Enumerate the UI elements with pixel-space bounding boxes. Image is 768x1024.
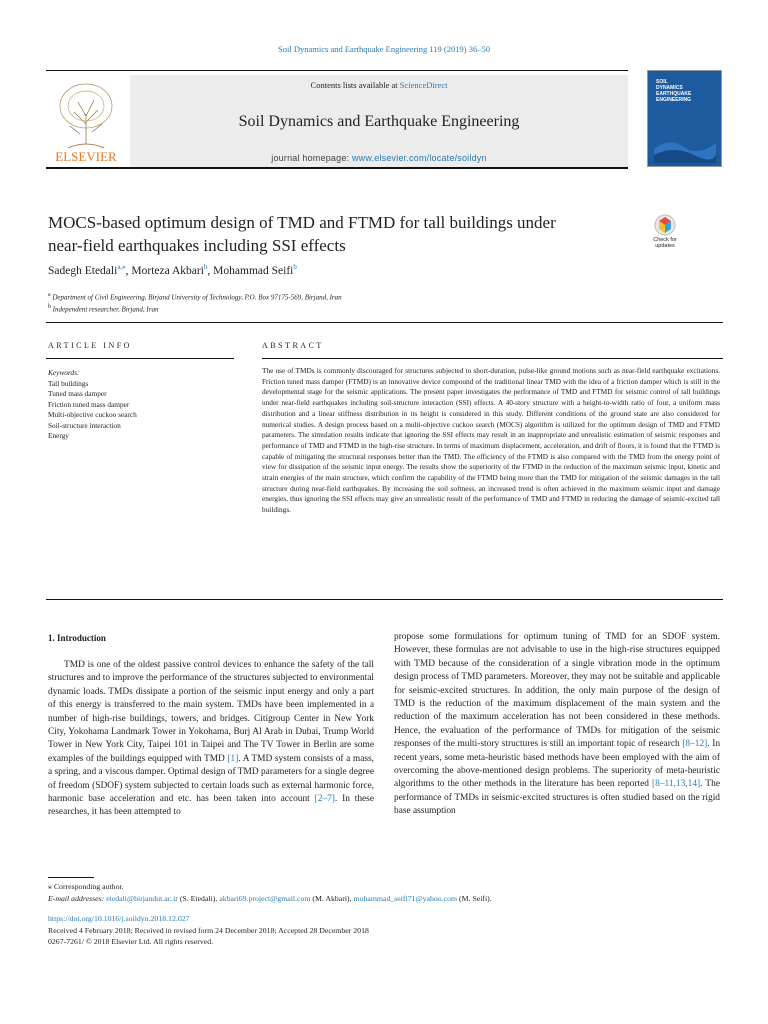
- author-affil-sup: b: [203, 263, 208, 271]
- abstract-rule: [262, 358, 723, 359]
- abstract-heading: ABSTRACT: [262, 341, 324, 350]
- keyword-item: Friction tuned mass damper: [48, 399, 130, 409]
- introduction-heading: 1. Introduction: [48, 633, 106, 643]
- section-divider: [46, 322, 723, 323]
- journal-header-box: [130, 75, 628, 168]
- citation-link[interactable]: [1]: [227, 753, 239, 764]
- body-column-left: [48, 659, 374, 820]
- keyword-item: Soil-structure interaction: [48, 420, 121, 430]
- footnote: [48, 881, 492, 905]
- journal-reference[interactable]: Soil Dynamics and Earthquake Engineering 119 (2019) 36–50: [278, 44, 490, 54]
- abstract-text: The use of TMDs is commonly discouraged for structures subjected to short-duration, pulse-like ground motions such as near-field earthquake excitations. Friction tuned mass damper (FTMD) is an innovative device compound of the traditional linear TMD with the idea of a friction damper which is still in the developmental stage for the seismic applications. The present paper investigates the performance of TMD and FTMD for seismic control of tall buildings under near-field earthquakes including soil-structure interaction (SSI) effects. A 40-story structure with a height-to-width ratio of four, a uniform mass distribution and a linear stiffness distribution in its height is considered in this study. Different conditions of the ground state are also considered for numerical studies. A design process based on a multi-objective cuckoo search (MOCS) algorithm is utilized for the optimum design of TMD and FTMD parameters. The simulation results indicate that ignoring the SSI effects may result in an inappropriate and unrealistic estimation of seismic responses and performance of TMD and FTMD in the high-rise structure. In terms of maximum displacement, acceleration, and drift of floors, it is found that the FTMD is capable of mitigating the structural responses better than the TMD. The efficiency of the FTMD is also compared with the TMD from the energy point of view for dissipation of the seismic input energy. The results show the superiority of the FTMD in the reduction of the maximum seismic input, kinetic and strain energies of the main structure, which confirm the capability of the FTMD being more than the TMD for mitigation of the seismic damages in the tall structure during near-field earthquakes. By increasing the soil softness, an increased trend is often achieved in the maximum seismic input and damage energies, thus ignoring the SSI effects may give an unrealistic result of the performance of TMD and FTMD in reducing the damage of seismic-excited tall buildings.: [262, 366, 720, 515]
- keywords-label: Keywords:: [48, 368, 80, 377]
- doi-link[interactable]: https://doi.org/10.1016/j.soildyn.2018.12.027: [48, 914, 190, 923]
- elsevier-logo[interactable]: [46, 74, 126, 164]
- author-name: Mohammad Seifi: [213, 264, 294, 277]
- crossmark-badge[interactable]: [646, 213, 684, 261]
- copyright-notice: 0267-7261/ © 2018 Elsevier Ltd. All rights reserved.: [48, 937, 214, 946]
- contents-available-line: Contents lists available at ScienceDirect: [310, 80, 448, 90]
- body-column-right: [394, 631, 720, 819]
- keywords-block: [48, 368, 137, 442]
- citation-link[interactable]: [8–11,13,14]: [652, 779, 701, 790]
- cover-title-text: SOIL DYNAMICS EARTHQUAKE ENGINEERING: [656, 79, 692, 103]
- body-paragraph: propose some formulations for optimum tuning of TMD for an SDOF system. However, these formulas are not advisable to use in the high-rise structures equipped with TMD because of the consideration of a single vibration mode in the optimum design process of TMD parameters. Moreover, they may not be suitable and applicable for seismic-excited structures. In addition, the only main purpose of the design of TMD is the reduction of the maximum displacement of the main system and the reduction of the maximum acceleration has not been considered in these methods. Hence, the evaluation of the performance of TMDs for mitigation of the seismic responses of the multi-story structures is still an important topic of research [8–12]. In recent years, some meta-heuristic based methods have been employed with the aim of overcoming the above-mentioned design problems. The superiority of meta-heuristic algorithms to the other methods in the literature has been reported [8–11,13,14]. The performance of TMDs in seismic-excited structures is often studied based on the rigid base assumption: [394, 632, 721, 817]
- crossmark-label: Check for updates: [653, 237, 677, 249]
- received-dates: Received 4 February 2018; Received in revised form 24 December 2018; Accepted 28 December 2018: [48, 925, 369, 935]
- article-info-heading: ARTICLE INFO: [48, 341, 132, 350]
- journal-homepage-line: journal homepage: www.elsevier.com/locate/soildyn: [271, 153, 487, 163]
- author-name: Sadegh Etedali: [48, 264, 118, 277]
- affiliations: [48, 290, 342, 315]
- journal-homepage-link[interactable]: www.elsevier.com/locate/soildyn: [351, 153, 487, 163]
- email-line: E-mail addresses: etedali@birjandut.ac.ir (S. Etedali), akbari69.project@gmail.com (M. Akbari), mohammad_seifi71@yahoo.com (M. Seifi).: [48, 894, 492, 903]
- sciencedirect-link[interactable]: ScienceDirect: [399, 80, 448, 90]
- cover-artwork: [654, 109, 716, 163]
- publication-info: [48, 913, 369, 948]
- email-link[interactable]: akbari69.project@gmail.com: [219, 894, 311, 903]
- author-affil-sup: b: [293, 263, 297, 271]
- journal-masthead: [46, 70, 723, 168]
- keyword-item: Multi-objective cuckoo search: [48, 410, 137, 419]
- citation-link[interactable]: [2–7]: [314, 794, 335, 805]
- body-paragraph: TMD is one of the oldest passive control devices to enhance the safety of the tall structures and to improve the performance of the structures subjected to environmental dynamic loads. TMDs dissipate a portion of the seismic input energy and only a part of this energy is transferred to the main system. TMDs have been implemented in a number of high-rise buildings, towers, and bridges. Citigroup Center in New York City, Yokohama Landmark Tower in Yokohama, Burj Al Arab in Dubai, Trump World Tower in New York City, Taipei 101 in Taipei and The TV Tower in Berlin are some examples of the buildings equipped with TMD [1]. A TMD system consists of a mass, a spring, and a viscous damper. Optimal design of TMD parameters for a single degree of freedom (SDOF) system subjected to certain loads such as external harmonic force, harmonic base acceleration and etc. has been taken into account [2–7]. In these researches, it has been attempted to: [48, 660, 374, 818]
- author-affil-sup: a,⁎: [117, 263, 126, 271]
- email-link[interactable]: etedali@birjandut.ac.ir: [106, 894, 178, 903]
- keyword-item: Tuned mass damper: [48, 389, 107, 398]
- affiliation-item: $^a$ Department of Civil Engineering, Birjand University of Technology, P.O. Box 97175-569, Birjand, Iran: [48, 292, 342, 302]
- journal-cover-thumbnail[interactable]: [647, 70, 722, 167]
- footnote-rule: [48, 877, 94, 878]
- citation-link[interactable]: [8–12]: [682, 739, 708, 750]
- corresponding-author-note: ⁎ Corresponding author.: [48, 882, 124, 891]
- keyword-item: Tall buildings: [48, 378, 89, 388]
- affiliation-item: $^b$ Independent researcher, Birjand, Iran: [48, 304, 159, 314]
- author-list: Sadegh Etedali$^{a,⁎}$, Morteza Akbari$^b$, Mohammad Seifi$^b$: [48, 263, 297, 277]
- elsevier-wordmark: ELSEVIER: [55, 149, 117, 164]
- author-name: Morteza Akbari: [131, 264, 204, 277]
- masthead-top-rule: [46, 70, 628, 71]
- paper-title: MOCS-based optimum design of TMD and FTMD for tall buildings under near-field earthquakes including SSI effects: [48, 213, 556, 255]
- email-link[interactable]: mohammad_seifi71@yahoo.com: [353, 894, 458, 903]
- keyword-item: Energy: [48, 431, 69, 440]
- journal-title: Soil Dynamics and Earthquake Engineering: [238, 113, 520, 130]
- abstract-bottom-rule: [46, 599, 723, 600]
- article-info-rule: [46, 358, 234, 359]
- masthead-bottom-rule: [46, 167, 628, 169]
- crossmark-icon: [646, 213, 684, 237]
